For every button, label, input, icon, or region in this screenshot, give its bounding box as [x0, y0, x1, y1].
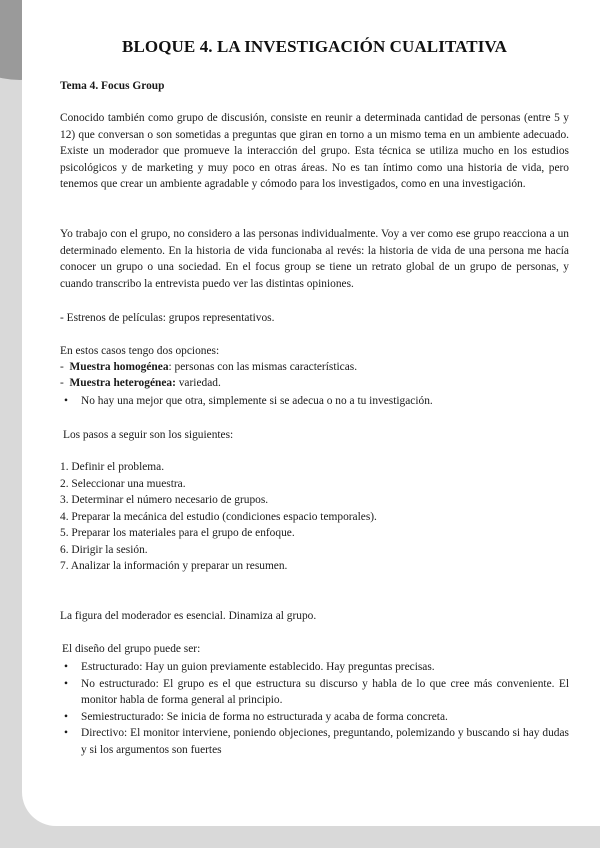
homogeneous-text: : personas con las mismas características. — [168, 361, 358, 373]
design-intro: El diseño del grupo puede ser: — [62, 643, 201, 655]
list-item — [60, 725, 569, 758]
list-item: 6. Dirigir la sesión. — [60, 543, 148, 556]
list-item: 4. Preparar la mecánica del estudio (condiciones espacio temporales). — [60, 510, 377, 523]
homogeneous-label: Muestra homogénea — [69, 361, 169, 373]
bullet-icon: • — [64, 727, 68, 739]
document-page — [22, 0, 600, 826]
options-note-list — [60, 393, 569, 410]
list-item: 5. Preparar los materiales para el grupo de enfoque. — [60, 527, 295, 539]
topic-heading: Tema 4. Focus Group — [60, 80, 165, 92]
list-item — [60, 709, 569, 726]
heterogeneous-text: variedad. — [175, 377, 221, 389]
list-item: 3. Determinar el número necesario de grupos. — [60, 494, 269, 506]
example-line: - Estrenos de películas: grupos representativos. — [60, 312, 275, 324]
group-paragraph: Yo trabajo con el grupo, no considero a las personas individualmente. Voy a ver como ese grupo reacciona a un determinado elemento. En la historia de vida funcionaba al revés: la historia de vida de una persona me hacía conocer un grupo o una sociedad. En el focus group se tiene un retrato global de un grupo de personas, y cuando transcribo la entrevista puedo ver las distintas opiniones. — [60, 228, 569, 290]
design-type-text: Directivo: El monitor interviene, poniendo objeciones, preguntando, polemizando y buscando si hay dudas y si los argumentos son fuertes — [81, 727, 569, 756]
bullet-icon: • — [64, 710, 68, 723]
design-type-text: Estructurado: Hay un guion previamente establecido. Hay preguntas precisas. — [81, 661, 435, 673]
bullet-icon: • — [64, 661, 68, 673]
steps-list — [60, 459, 377, 575]
bullet-icon: • — [64, 395, 68, 407]
bullet-icon: • — [64, 677, 68, 690]
option-heterogeneous — [60, 375, 221, 392]
options-note: No hay una mejor que otra, simplemente si se adecua o no a tu investigación. — [81, 395, 433, 407]
list-item — [60, 659, 569, 676]
list-item — [60, 393, 569, 410]
design-types-list — [60, 659, 569, 758]
dash-marker: - — [60, 377, 64, 389]
design-type-text: Semiestructurado: Se inicia de forma no estructurada y acaba de forma concreta. — [81, 710, 448, 723]
list-item: 2. Seleccionar una muestra. — [60, 477, 186, 490]
design-type-text: No estructurado: El grupo es el que estructura su discurso y habla de lo que cree más conveniente. El monitor habla de forma general al principio. — [81, 677, 569, 706]
page-title: BLOQUE 4. LA INVESTIGACIÓN CUALITATIVA — [122, 37, 507, 56]
list-item: 1. Definir el problema. — [60, 461, 165, 473]
moderator-line: La figura del moderador es esencial. Dinamiza al grupo. — [60, 610, 317, 622]
options-intro: En estos casos tengo dos opciones: — [60, 345, 220, 357]
steps-intro: Los pasos a seguir son los siguientes: — [63, 429, 234, 441]
option-homogeneous — [60, 359, 357, 376]
intro-paragraph: Conocido también como grupo de discusión, consiste en reunir a determinada cantidad de personas (entre 5 y 12) que conversan o son sometidas a preguntas que giran en torno a un mismo tema en un ambiente adecuado. Existe un moderador que promueve la interacción del grupo. Esta técnica se utiliza mucho en los estudios psicológicos y de marketing y muy poco en otras áreas. No es tan íntimo como una historia de vida, pero tenemos que crear un ambiente agradable y cómodo para los investigados, como en una investigación. — [60, 112, 569, 190]
heterogeneous-label: Muestra heterogénea: — [69, 377, 176, 389]
dash-marker: - — [60, 361, 64, 373]
list-item — [60, 676, 569, 709]
list-item: 7. Analizar la información y preparar un resumen. — [60, 560, 288, 572]
